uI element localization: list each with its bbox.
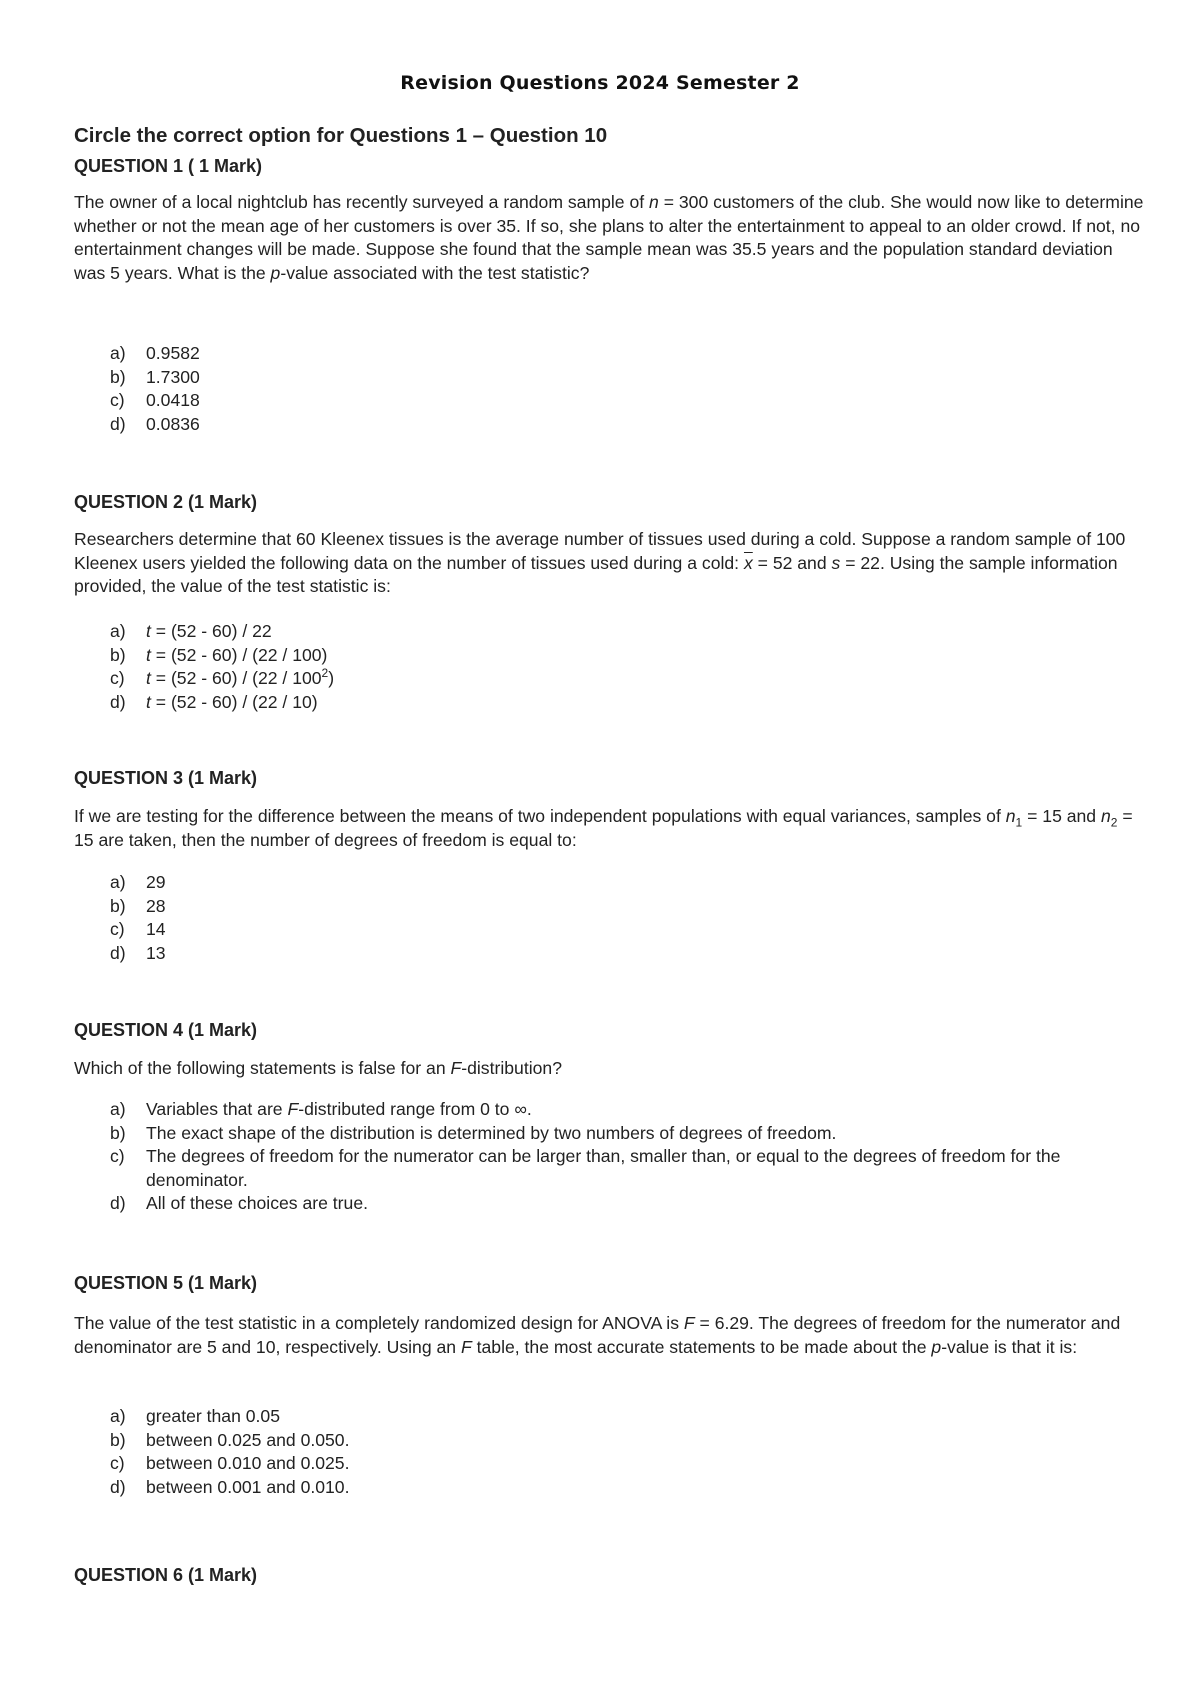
document-title: Revision Questions 2024 Semester 2 <box>400 72 800 94</box>
option-c[interactable]: c) between 0.010 and 0.025. <box>110 1453 350 1473</box>
question-1-heading: QUESTION 1 ( 1 Mark) <box>74 156 263 176</box>
option-d[interactable]: d) between 0.001 and 0.010. <box>110 1476 350 1497</box>
option-a[interactable]: a) 29 <box>110 872 166 892</box>
option-a[interactable]: a) 0.9582 <box>110 343 200 363</box>
question-2-options <box>110 620 1110 714</box>
option-b[interactable]: b) 28 <box>110 895 166 916</box>
option-a[interactable]: a) Variables that are F-distributed range from 0 to ∞. <box>110 1099 532 1119</box>
option-b[interactable]: b) The exact shape of the distribution is determined by two numbers of degrees of freedom. <box>110 1122 837 1143</box>
option-b[interactable]: b) between 0.025 and 0.050. <box>110 1429 350 1450</box>
option-d[interactable]: d) All of these choices are true. <box>110 1193 368 1213</box>
question-1-options <box>110 342 1110 436</box>
option-d[interactable]: d) 13 <box>110 942 166 963</box>
question-4-heading: QUESTION 4 (1 Mark) <box>74 1020 258 1040</box>
question-6-heading: QUESTION 6 (1 Mark) <box>74 1565 258 1585</box>
question-3-text: If we are testing for the difference between the means of two independent populations with equal variances, samples of $n_1 = 15$ and $n_2 = 15$ are taken, then the number of degrees of freedom is equal to: <box>74 806 1133 850</box>
question-5-heading: QUESTION 5 (1 Mark) <box>74 1273 258 1293</box>
question-3-heading: QUESTION 3 (1 Mark) <box>74 768 258 788</box>
question-4-options <box>110 1098 1110 1216</box>
question-5-options <box>110 1405 1110 1499</box>
question-3-options <box>110 871 1110 965</box>
question-5-text: The value of the test statistic in a completely randomized design for ANOVA is F = 6.29. The degrees of freedom for the numerator and denominator are 5 and 10, respectively. Using an F table, the most accurate statements to be made about the p-value is that it is: <box>74 1313 1121 1357</box>
option-c[interactable]: c) $t = (52 - 60) / (22 / 100^2)$ <box>110 666 335 688</box>
option-c[interactable]: c) 14 <box>110 919 166 939</box>
option-d[interactable]: d) 0.0836 <box>110 413 200 434</box>
option-c[interactable]: c) The degrees of freedom for the numerator can be larger than, smaller than, or equal to the degrees of freedom for the denominator. <box>110 1146 1061 1190</box>
option-a[interactable]: a) t = (52 - 60) / 22 <box>110 621 272 641</box>
question-2-heading: QUESTION 2 (1 Mark) <box>74 492 258 512</box>
option-c[interactable]: c) 0.0418 <box>110 390 200 410</box>
option-b[interactable]: b) t = (52 - 60) / (22 / 100) <box>110 644 328 665</box>
question-4-text: Which of the following statements is false for an F-distribution? <box>74 1058 562 1078</box>
option-a[interactable]: a) greater than 0.05 <box>110 1406 281 1426</box>
question-2-text: Researchers determine that 60 Kleenex tissues is the average number of tissues used during a cold. Suppose a random sample of 100 Kleenex users yielded the following data on the number of tissues used during a cold: $\overline{x} = 52$ and s = 22. Using the sample information provided, the value of the test statistic is: <box>74 529 1126 596</box>
question-1-text: The owner of a local nightclub has recently surveyed a random sample of n = 300 customers of the club. She would now like to determine whether or not the mean age of her customers is over 35. If so, she plans to alter the entertainment to appeal to an older crowd. If not, no entertainment changes will be made. Suppose she found that the sample mean was 35.5 years and the population standard deviation was 5 years. What is the p-value associated with the test statistic? <box>74 192 1144 283</box>
option-d[interactable]: d) t = (52 - 60) / (22 / 10) <box>110 691 318 712</box>
instructions: Circle the correct option for Questions 1 – Question 10 <box>74 124 608 147</box>
option-b[interactable]: b) 1.7300 <box>110 366 200 387</box>
